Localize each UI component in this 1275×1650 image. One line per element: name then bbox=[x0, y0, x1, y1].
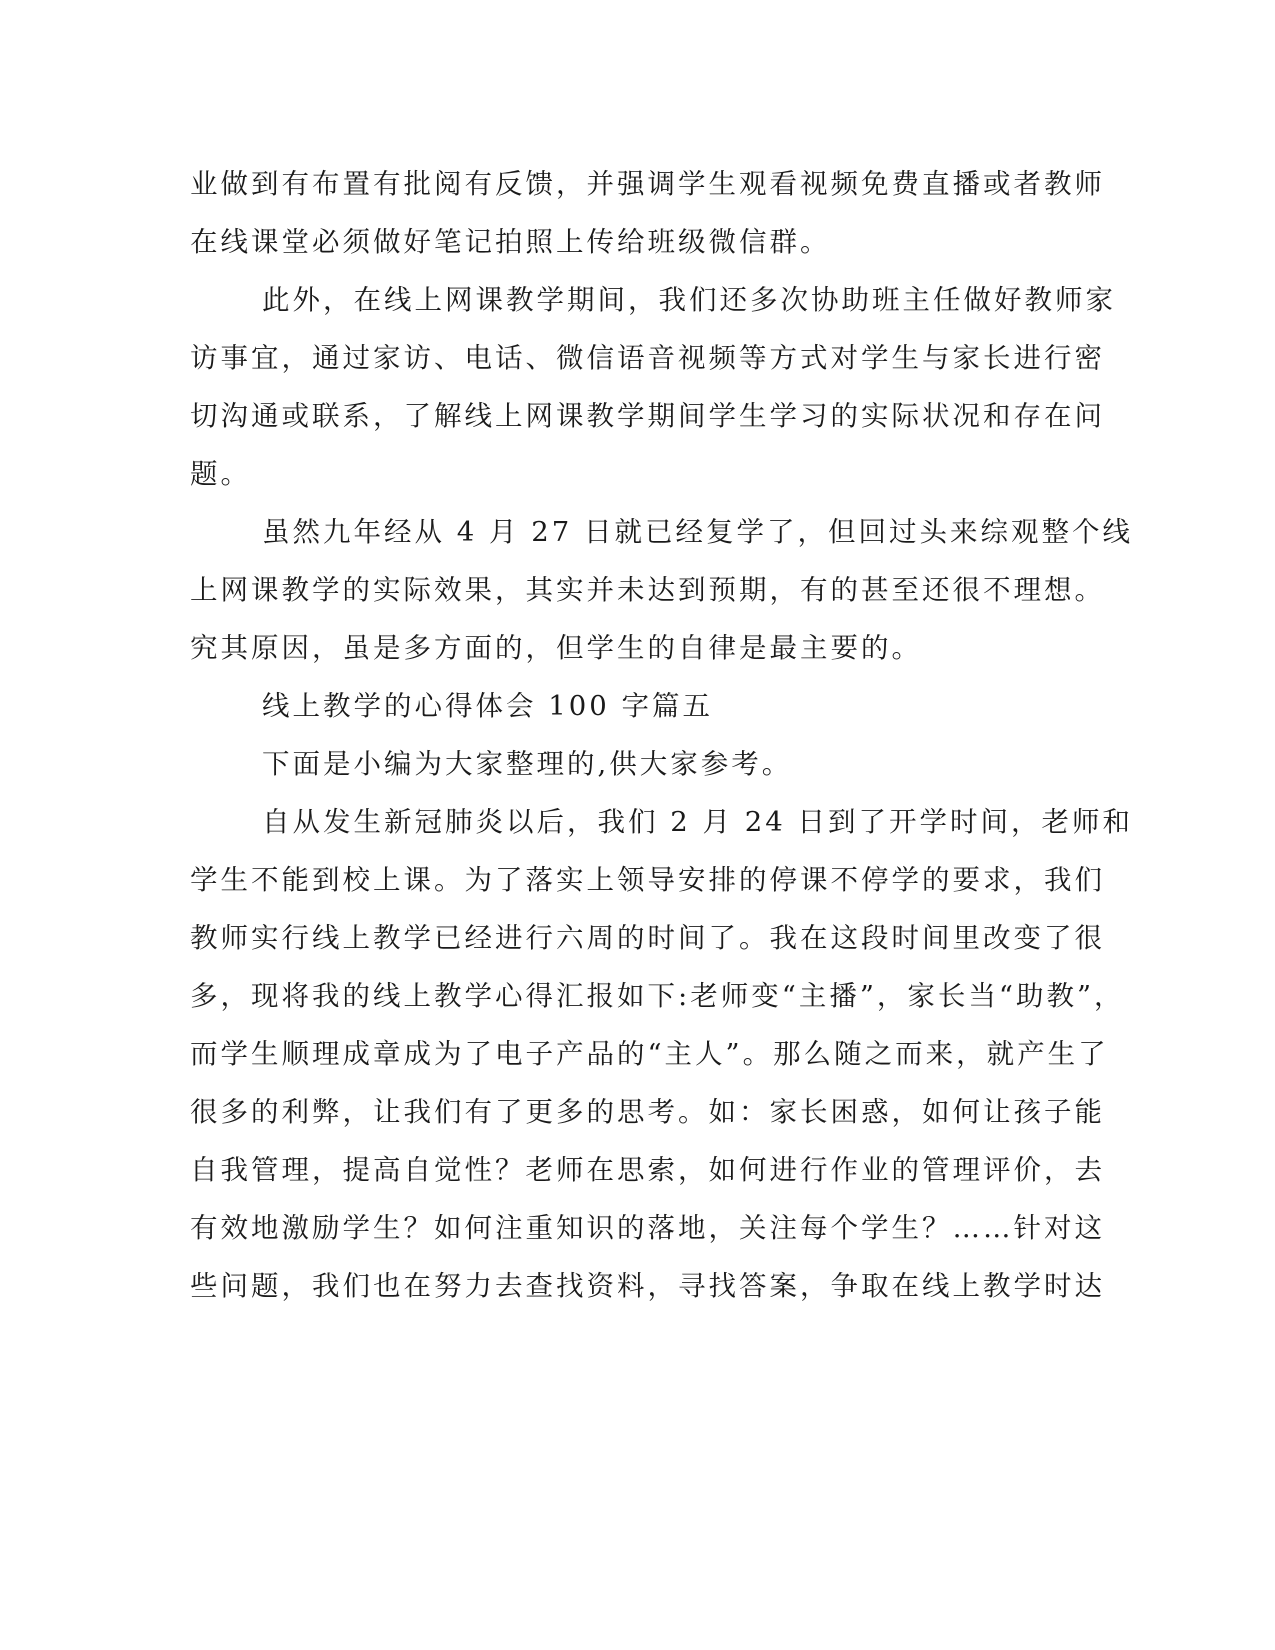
text-line: 有效地激励学生？如何注重知识的落地，关注每个学生？……针对这 bbox=[190, 1212, 1105, 1244]
text-line: 而学生顺理成章成为了电子产品的“主人”。那么随之而来，就产生了 bbox=[190, 1038, 1109, 1070]
text-line: 究其原因，虽是多方面的，但学生的自律是最主要的。 bbox=[190, 632, 922, 664]
text-line: 业做到有布置有批阅有反馈，并强调学生观看视频免费直播或者教师 bbox=[190, 168, 1105, 200]
paragraph-start-line: 下面是小编为大家整理的,供大家参考。 bbox=[262, 748, 793, 780]
text-line: 些问题，我们也在努力去查找资料，寻找答案，争取在线上教学时达 bbox=[190, 1270, 1105, 1302]
text-line: 访事宜，通过家访、电话、微信语音视频等方式对学生与家长进行密 bbox=[190, 342, 1105, 374]
paragraph-start-line: 自从发生新冠肺炎以后，我们 2 月 24 日到了开学时间，老师和 bbox=[262, 806, 1133, 838]
text-line: 学生不能到校上课。为了落实上领导安排的停课不停学的要求，我们 bbox=[190, 864, 1105, 896]
text-line: 题。 bbox=[190, 458, 251, 490]
text-line: 上网课教学的实际效果，其实并未达到预期，有的甚至还很不理想。 bbox=[190, 574, 1105, 606]
text-line: 在线课堂必须做好笔记拍照上传给班级微信群。 bbox=[190, 226, 831, 258]
paragraph-start-line: 此外，在线上网课教学期间，我们还多次协助班主任做好教师家 bbox=[262, 284, 1116, 316]
text-line: 教师实行线上教学已经进行六周的时间了。我在这段时间里改变了很 bbox=[190, 922, 1105, 954]
text-line: 很多的利弊，让我们有了更多的思考。如：家长困惑，如何让孩子能 bbox=[190, 1096, 1105, 1128]
paragraph-start-line: 虽然九年经从 4 月 27 日就已经复学了，但回过头来综观整个线 bbox=[262, 516, 1133, 548]
section-heading: 线上教学的心得体会 100 字篇五 bbox=[262, 690, 713, 722]
text-line: 切沟通或联系，了解线上网课教学期间学生学习的实际状况和存在问 bbox=[190, 400, 1105, 432]
text-line: 自我管理，提高自觉性？老师在思索，如何进行作业的管理评价，去 bbox=[190, 1154, 1105, 1186]
text-line: 多，现将我的线上教学心得汇报如下:老师变“主播”，家长当“助教”， bbox=[190, 980, 1125, 1012]
